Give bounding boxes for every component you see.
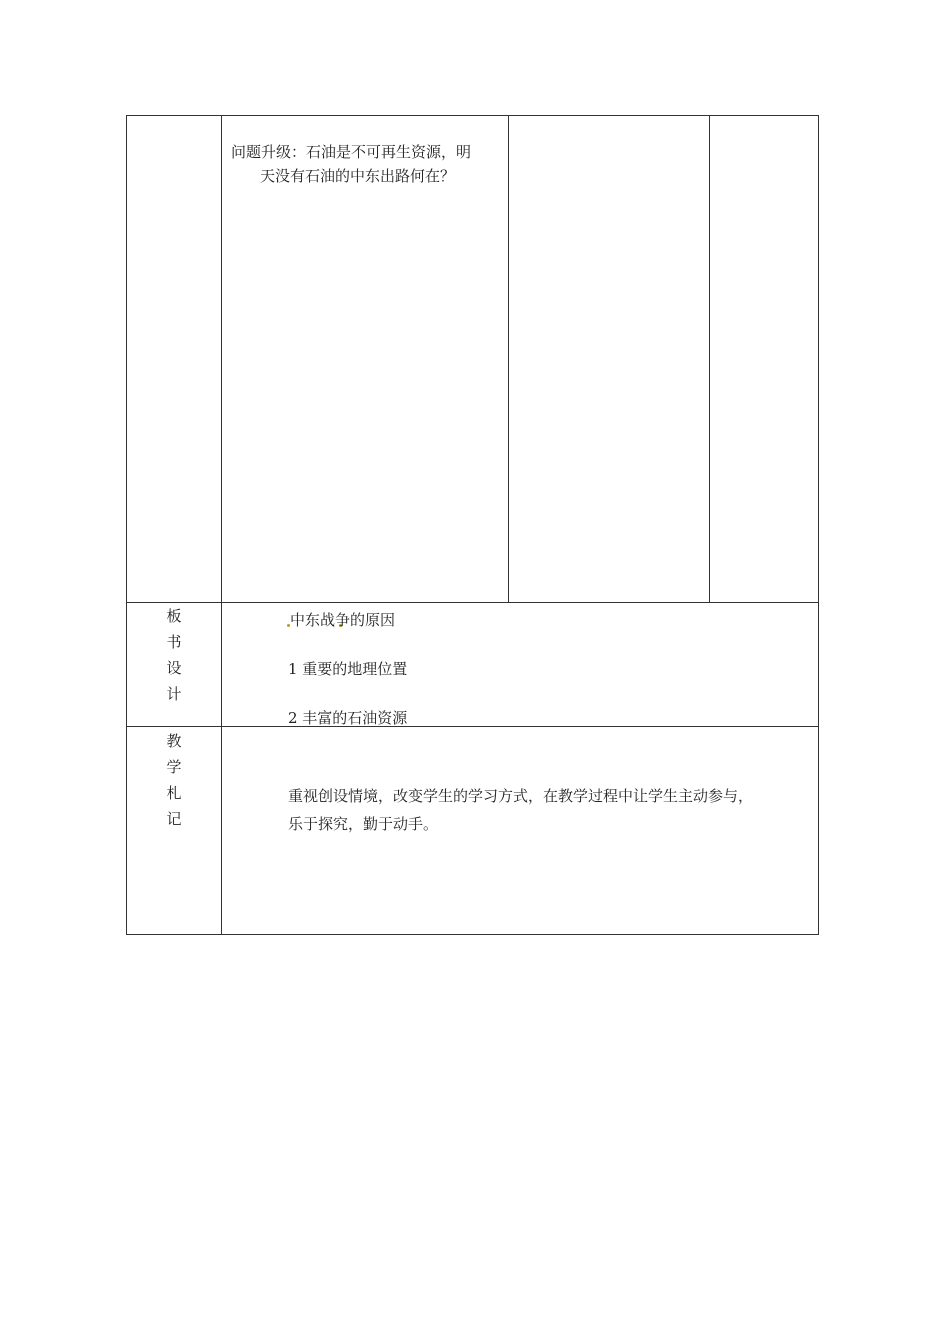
question-line-1: 问题升级：石油是不可再生资源，明: [231, 143, 472, 161]
row1-bottom-border: [126, 602, 819, 603]
teaching-notes-label-char: 学: [166, 758, 182, 776]
row1-divider-b: [709, 115, 710, 603]
board-design-label-char: 板: [166, 607, 182, 625]
table-bottom-border: [126, 934, 819, 935]
board-item-1: 1 重要的地理位置: [288, 660, 408, 678]
teaching-notes-label-char: 记: [166, 810, 182, 828]
question-line-2: 天没有石油的中东出路何在？: [260, 167, 456, 185]
board-design-label-char: 书: [166, 633, 182, 651]
board-design-label-char: 计: [166, 685, 182, 703]
teaching-notes-label-char: 札: [166, 784, 182, 802]
board-title: 中东战争的原因: [290, 611, 396, 629]
teaching-notes-line-1: 重视创设情境，改变学生的学习方式，在教学过程中让学生主动参与，: [288, 787, 754, 805]
table-right-border: [818, 115, 819, 935]
table-top-border: [126, 115, 819, 116]
row1-divider-a: [508, 115, 509, 603]
table-left-border: [126, 115, 127, 935]
row2-bottom-border: [126, 726, 819, 727]
teaching-notes-line-2: 乐于探究，勤于动手。: [288, 815, 439, 833]
label-column-divider: [221, 115, 222, 935]
teaching-notes-label-char: 教: [166, 732, 182, 750]
board-design-label-char: 设: [166, 659, 182, 677]
board-item-2: 2 丰富的石油资源: [288, 709, 408, 727]
